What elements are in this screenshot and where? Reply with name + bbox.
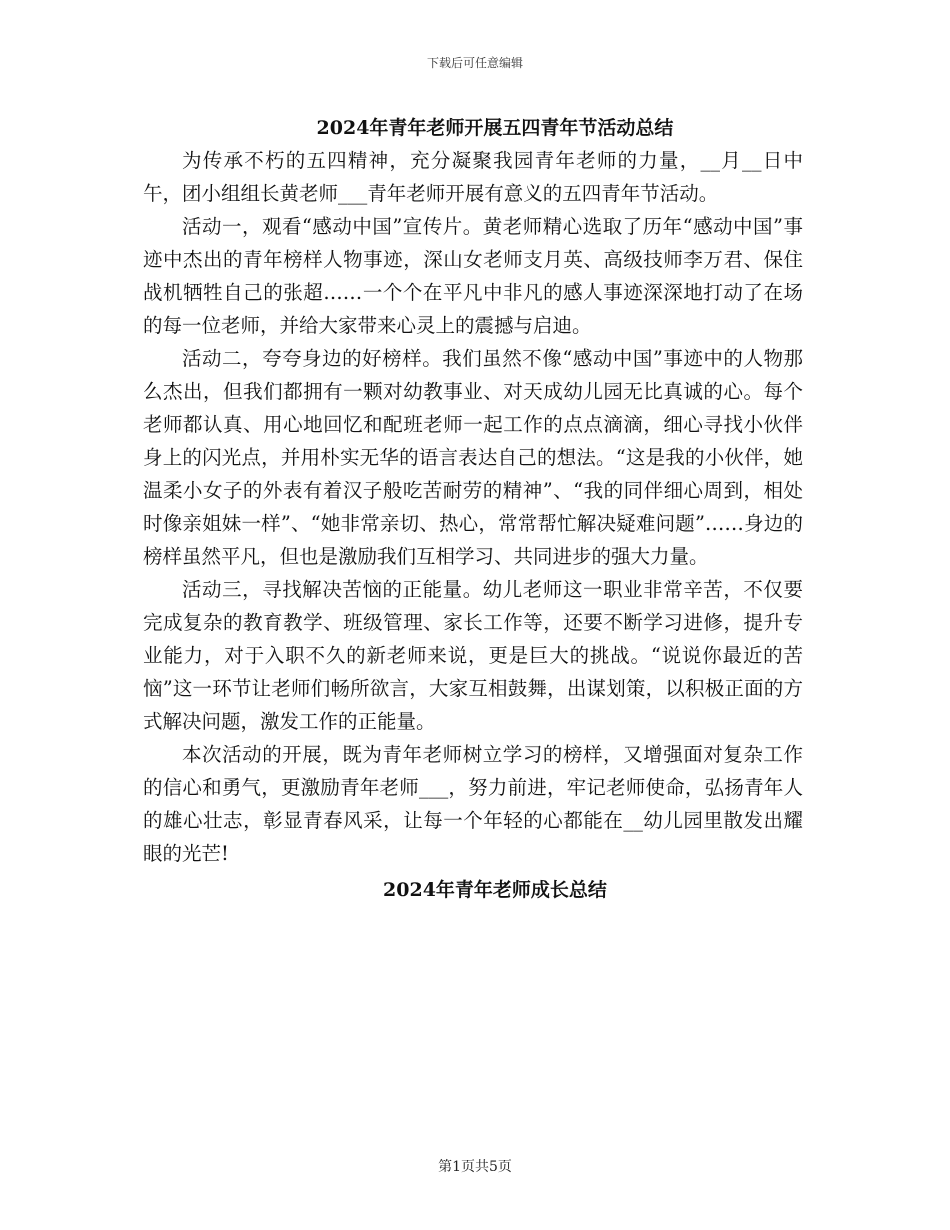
page-footer: 第1页共5页 xyxy=(438,1159,512,1175)
section-title: 2024年青年老师成长总结 xyxy=(383,879,607,901)
document-body xyxy=(143,112,803,906)
paragraph-conclusion: 本次活动的开展，既为青年老师树立学习的榜样，又增强面对复杂工作的信心和勇气，更激励青年老师___，努力前进，牢记老师使命，弘扬青年人的雄心壮志，彰显青春风采，让每一个年轻的心都能在__幼儿园里散发出耀眼的光芒! xyxy=(143,743,803,865)
paragraph-activity-3: 活动三，寻找解决苦恼的正能量。幼儿老师这一职业非常辛苦，不仅要完成复杂的教育教学、班级管理、家长工作等，还要不断学习进修，提升专业能力，对于入职不久的新老师来说，更是巨大的挑战。“说说你最近的苦恼”这一环节让老师们畅所欲言，大家互相鼓舞，出谋划策，以积极正面的方式解决问题，激发工作的正能量。 xyxy=(143,578,803,733)
header-note: 下载后可任意编辑 xyxy=(426,56,523,70)
paragraph-intro: 为传承不朽的五四精神，充分凝聚我园青年老师的力量，__月__日中午，团小组组长黄老师___青年老师开展有意义的五四青年节活动。 xyxy=(143,149,803,205)
paragraph-activity-2: 活动二，夸夸身边的好榜样。我们虽然不像“感动中国”事迹中的人物那么杰出，但我们都拥有一颗对幼教事业、对天成幼儿园无比真诚的心。每个老师都认真、用心地回忆和配班老师一起工作的点点滴滴，细心寻找小伙伴身上的闪光点，并用朴实无华的语言表达自己的想法。“这是我的小伙伴，她温柔小女子的外表有着汉子般吃苦耐劳的精神”、“我的同伴细心周到，相处时像亲姐妹一样”、“她非常亲切、热心，常常帮忙解决疑难问题”……身边的榜样虽然平凡，但也是激励我们互相学习、共同进步的强大力量。 xyxy=(143,347,803,568)
paragraph-activity-1: 活动一，观看“感动中国”宣传片。黄老师精心选取了历年“感动中国”事迹中杰出的青年榜样人物事迹，深山女老师支月英、高级技师李万君、保住战机牺牲自己的张超……一个个在平凡中非凡的感人事迹深深地打动了在场的每一位老师，并给大家带来心灵上的震撼与启迪。 xyxy=(143,215,803,337)
document-title: 2024年青年老师开展五四青年节活动总结 xyxy=(316,117,674,139)
